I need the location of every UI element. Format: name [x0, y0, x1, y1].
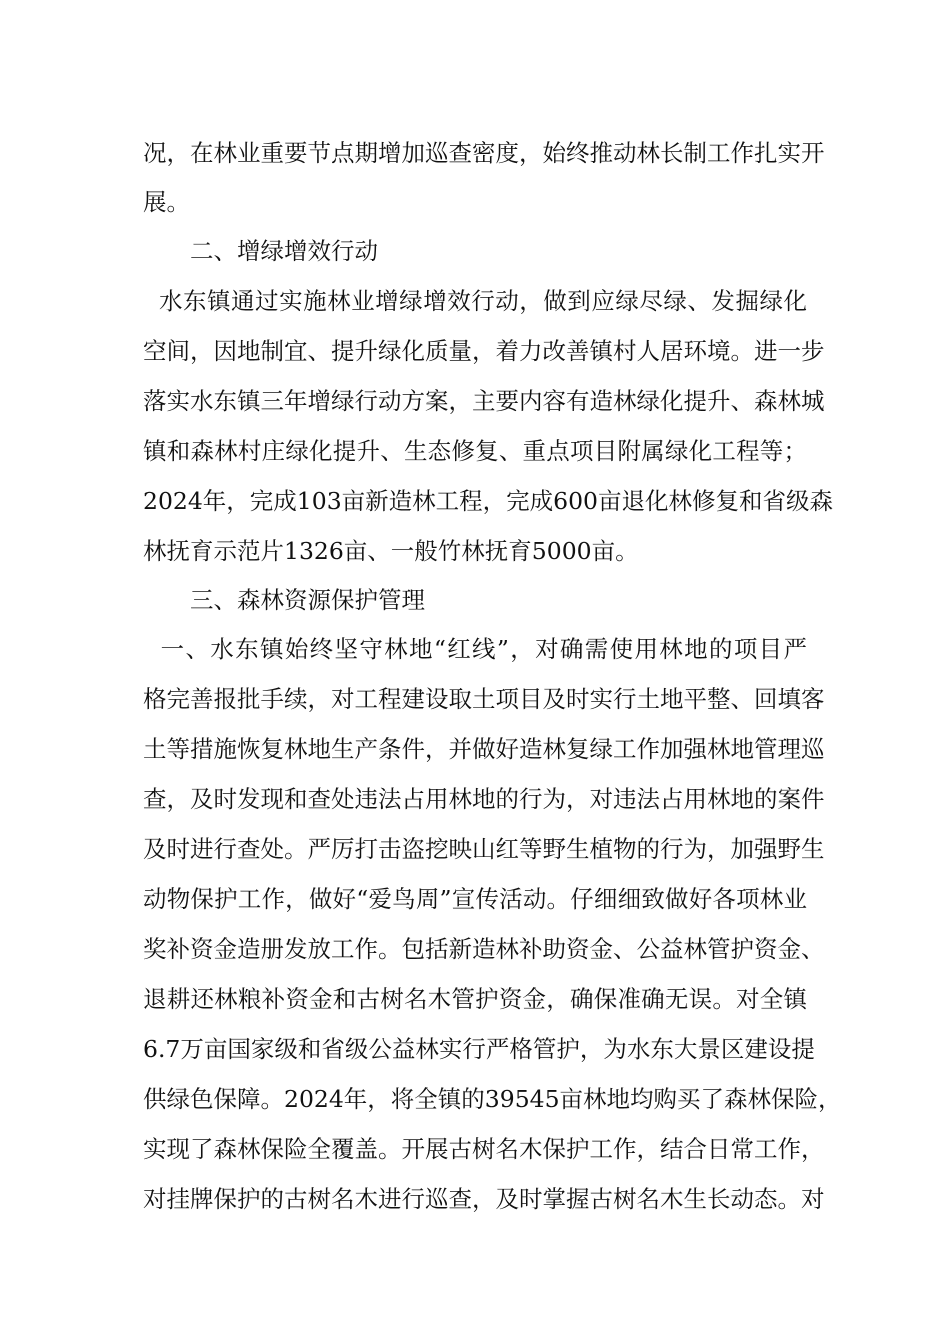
para2-line-2: 空间，因地制宜、提升绿化质量，着力改善镇村人居环境。进一步 — [143, 337, 825, 365]
section-heading-2: 二、增绿增效行动 — [190, 237, 378, 265]
para3-line-8: 退耕还林粮补资金和古树名木管护资金，确保准确无误。对全镇 — [143, 985, 807, 1013]
para2-line-4: 镇和森林村庄绿化提升、生态修复、重点项目附属绿化工程等； — [143, 437, 807, 465]
para2-line-6: 林抚育示范片1326亩、一般竹林抚育5000亩。 — [143, 537, 639, 565]
para1-line-1: 况，在林业重要节点期增加巡查密度，始终推动林长制工作扎实开 — [143, 139, 825, 167]
para3-line-6: 动物保护工作，做好“爱鸟周”宣传活动。仔细细致做好各项林业 — [143, 885, 807, 913]
para2-line-5: 2024年，完成103亩新造林工程，完成600亩退化林修复和省级森 — [143, 487, 834, 515]
para3-line-7: 奖补资金造册发放工作。包括新造林补助资金、公益林管护资金、 — [143, 935, 825, 963]
para3-line-3: 土等措施恢复林地生产条件，并做好造林复绿工作加强林地管理巡 — [143, 735, 825, 763]
para1-line-2: 展。 — [143, 188, 190, 216]
para3-line-2: 格完善报批手续，对工程建设取土项目及时实行土地平整、回填客 — [143, 685, 825, 713]
para3-line-5: 及时进行查处。严厉打击盗挖映山红等野生植物的行为，加强野生 — [143, 835, 825, 863]
para3-line-10: 供绿色保障。2024年，将全镇的39545亩林地均购买了森林保险， — [143, 1085, 842, 1113]
para3-line-9: 6.7万亩国家级和省级公益林实行严格管护，为水东大景区建设提 — [143, 1035, 815, 1063]
para3-line-4: 查，及时发现和查处违法占用林地的行为，对违法占用林地的案件 — [143, 785, 825, 813]
para3-line-1: 一、水东镇始终坚守林地“红线”，对确需使用林地的项目严 — [143, 635, 807, 663]
section-heading-3: 三、森林资源保护管理 — [190, 586, 425, 614]
para2-line-3: 落实水东镇三年增绿行动方案，主要内容有造林绿化提升、森林城 — [143, 387, 825, 415]
para2-line-1: 水东镇通过实施林业增绿增效行动，做到应绿尽绿、发掘绿化 — [143, 287, 807, 315]
para3-line-12: 对挂牌保护的古树名木进行巡查，及时掌握古树名木生长动态。对 — [143, 1185, 825, 1213]
para3-line-11: 实现了森林保险全覆盖。开展古树名木保护工作，结合日常工作， — [143, 1135, 825, 1163]
